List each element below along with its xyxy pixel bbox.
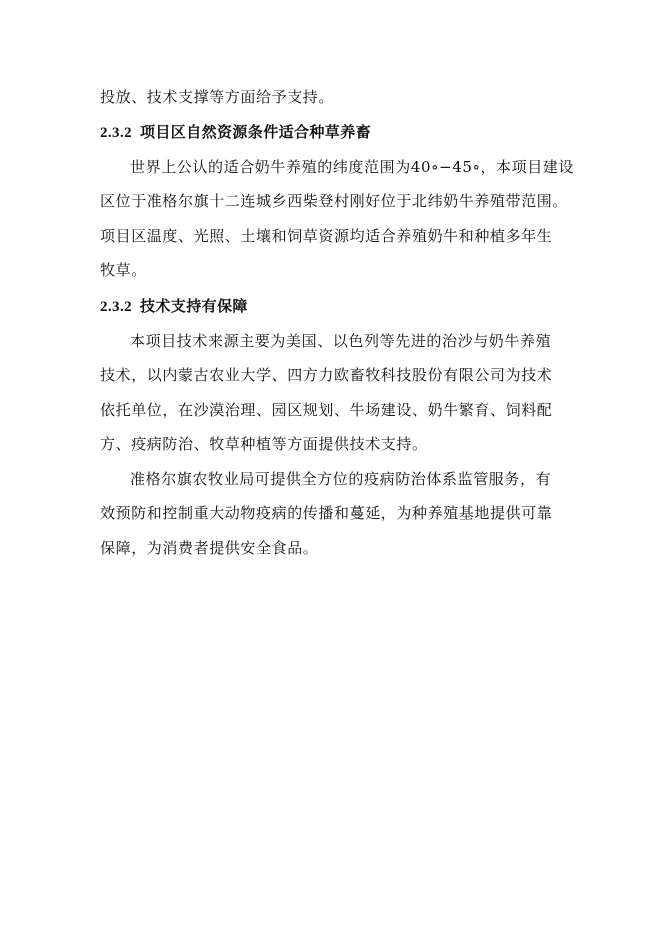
paragraph-line: 技术，以内蒙古农业大学、四方力欧畜牧科技股份有限公司为技术 — [100, 366, 553, 384]
section-number: 2.3.2 — [100, 299, 132, 315]
intro-text-line: 投放、技术支撑等方面给予支持。 — [100, 88, 335, 106]
section-heading-tech-support — [100, 296, 248, 317]
paragraph-line: 本项目技术来源主要为美国、以色列等先进的治沙与奶牛养殖 — [130, 332, 552, 350]
paragraph-line: 牧草。 — [100, 261, 147, 279]
paragraph-line: 方、疫病防治、牧草种植等方面提供技术支持。 — [100, 435, 428, 453]
paragraph-line: 保障，为消费者提供安全食品。 — [100, 539, 319, 557]
paragraph-line: 世界上公认的适合奶牛养殖的纬度范围为40∘−45∘，本项目建设 — [130, 158, 575, 176]
paragraph-line: 依托单位，在沙漠治理、园区规划、牛场建设、奶牛繁育、饲料配 — [100, 401, 553, 419]
paragraph-line: 项目区温度、光照、土壤和饲草资源均适合养殖奶牛和种植多年生 — [100, 227, 553, 245]
paragraph-line: 区位于准格尔旗十二连城乡西柴登村刚好位于北纬奶牛养殖带范围。 — [100, 192, 569, 210]
section-number: 2.3.2 — [100, 125, 132, 141]
section-title: 技术支持有保障 — [140, 297, 248, 315]
section-heading-natural-resources — [100, 122, 371, 143]
paragraph-line: 效预防和控制重大动物疫病的传播和蔓延，为种养殖基地提供可靠 — [100, 504, 553, 522]
paragraph-line: 准格尔旗农牧业局可提供全方位的疫病防治体系监管服务，有 — [130, 470, 552, 488]
section-title: 项目区自然资源条件适合种草养畜 — [140, 123, 372, 141]
